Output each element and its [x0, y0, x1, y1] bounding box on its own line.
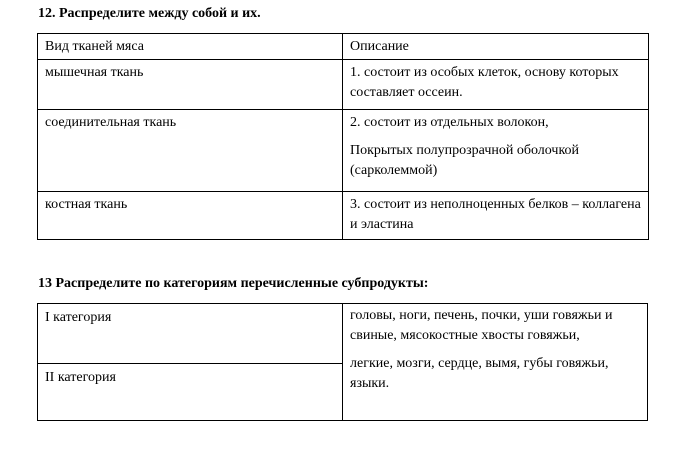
description-text: 2. состоит из отдельных волокон, [350, 115, 549, 130]
tissue-name-cell: костная ткань [38, 192, 343, 240]
description-text: 1. состоит из особых клеток, основу которых составляет оссеин. [350, 65, 619, 100]
description-cell [343, 60, 649, 110]
description-text: Покрытых полупрозрачной оболочкой (сарколеммой) [350, 143, 580, 178]
header-tissue-type: Вид тканей мяса [38, 34, 343, 60]
table-row [38, 110, 649, 192]
task-12-heading: 12. Распределите между собой и их. [38, 6, 261, 21]
tissue-name-cell: мышечная ткань [38, 60, 343, 110]
table-row [38, 60, 649, 110]
description-cell [343, 110, 649, 192]
categories-column [38, 304, 343, 420]
task-13-heading: 13 Распределите по категориям перечисленные субпродукты: [38, 276, 429, 291]
category-2-cell: II категория [45, 370, 116, 385]
byproducts-table [37, 303, 648, 421]
byproducts-text: легкие, мозги, сердце, вымя, губы говяжьи, языки. [350, 356, 609, 391]
table-header-row [38, 34, 649, 60]
description-text: 3. состоит из неполноценных белков – коллагена и эластина [350, 197, 641, 232]
category-1-cell: I категория [38, 304, 342, 364]
byproducts-text: головы, ноги, печень, почки, уши говяжьи и свиные, мясокостные хвосты говяжьи, [350, 308, 613, 343]
tissue-table [37, 33, 649, 240]
byproducts-list-cell [343, 304, 647, 420]
description-cell [343, 192, 649, 240]
header-description: Описание [343, 34, 649, 60]
tissue-name-cell: соединительная ткань [38, 110, 343, 192]
table-row [38, 192, 649, 240]
